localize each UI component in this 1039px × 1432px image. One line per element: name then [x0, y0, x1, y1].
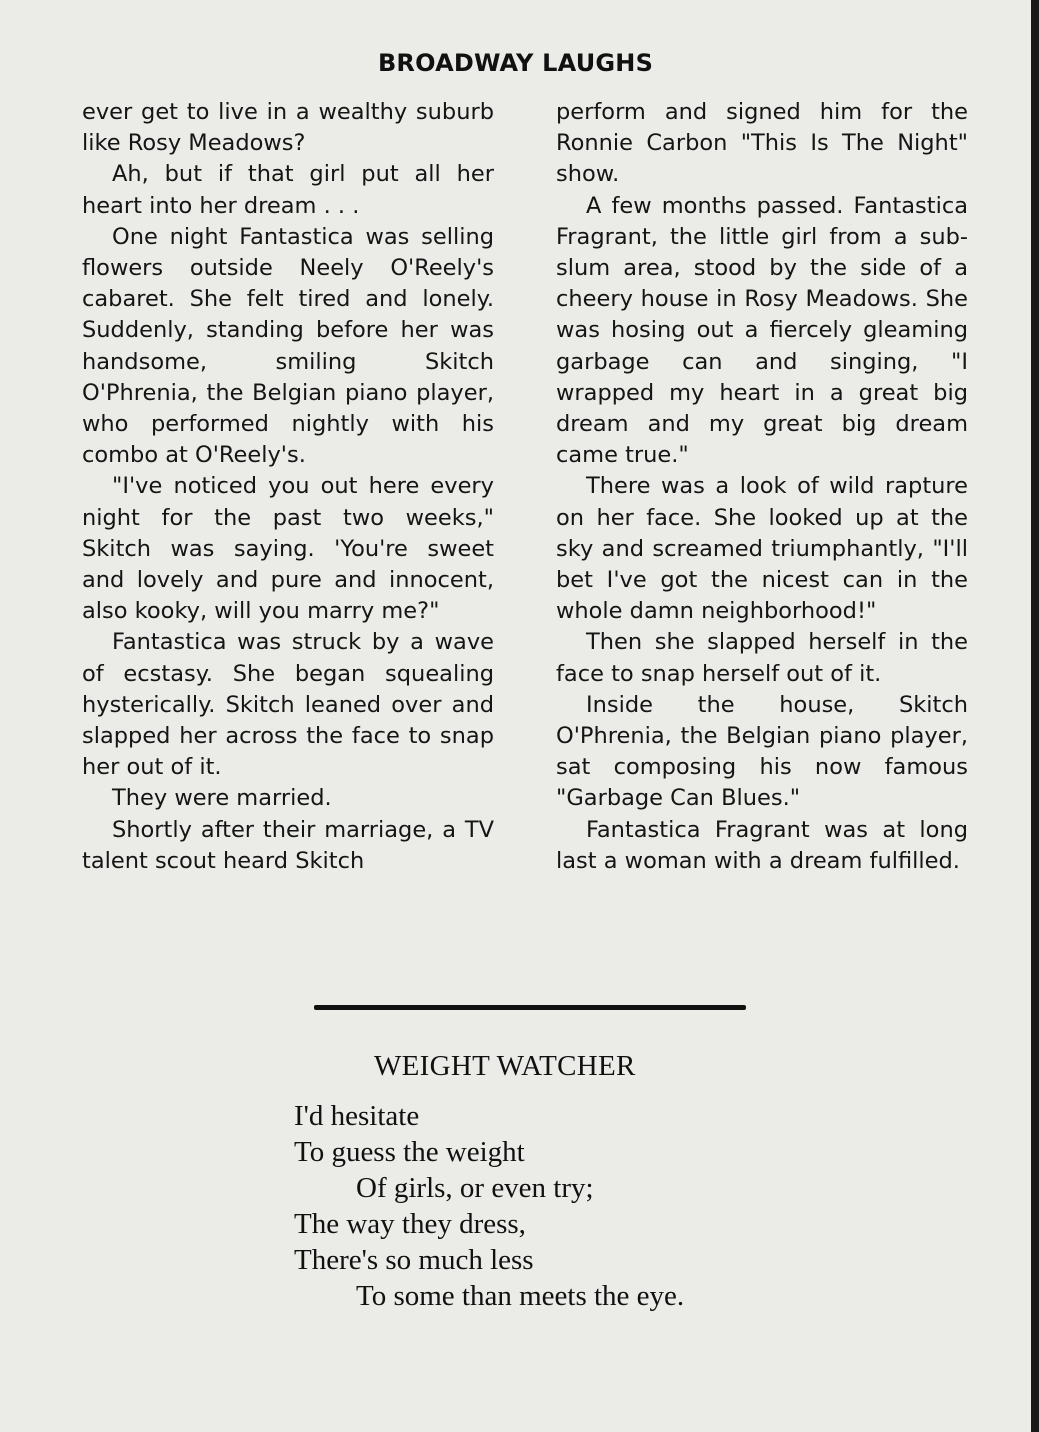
- story-paragraph: Then she slapped herself in the face to snap herself out of it.: [556, 629, 968, 687]
- poem-line: The way they dress,: [294, 1208, 526, 1240]
- story-paragraph: Ah, but if that girl put all her heart into her dream . . .: [82, 161, 494, 219]
- story-paragraph: A few months passed. Fantastica Fragrant, the little girl from a sub-slum area, stood by the side of a cheery house in Rosy Meadows. She was hosing out a fiercely gleaming garbage can and singing, "I wrapped my heart in a great big dream and my great big dream came true.": [556, 192, 968, 469]
- page-edge: [1031, 0, 1039, 1432]
- story-paragraph: One night Fantastica was selling flowers outside Neely O'Reely's cabaret. She felt tired and lonely. Suddenly, standing before her was handsome, smiling Skitch O'Phrenia, the Belgian piano player, who performed nightly with his combo at O'Reely's.: [82, 223, 494, 469]
- story-column-left: [82, 97, 494, 877]
- section-divider: [314, 1005, 746, 1010]
- story-paragraph: "I've noticed you out here every night for the past two weeks," Skitch was saying. 'You're sweet and lovely and pure and innocent, also kooky, will you marry me?": [82, 473, 494, 625]
- poem-line: To some than meets the eye.: [356, 1280, 685, 1312]
- story-paragraph: Shortly after their marriage, a TV talent scout heard Skitch: [82, 816, 494, 874]
- story-paragraph: ever get to live in a wealthy suburb like Rosy Meadows?: [82, 99, 494, 157]
- poem-line: I'd hesitate: [294, 1100, 420, 1132]
- poem: [294, 1098, 684, 1314]
- poem-line: Of girls, or even try;: [356, 1172, 594, 1204]
- story-column-right: [556, 97, 968, 877]
- page-header: BROADWAY LAUGHS: [377, 49, 654, 77]
- story-paragraph: Fantastica was struck by a wave of ecstasy. She began squealing hysterically. Skitch leaned over and slapped her across the face to snap her out of it.: [82, 629, 494, 781]
- poem-title: WEIGHT WATCHER: [374, 1050, 636, 1082]
- story-paragraph: perform and signed him for the Ronnie Carbon "This Is The Night" show.: [556, 99, 968, 188]
- story-paragraph: Inside the house, Skitch O'Phrenia, the Belgian piano player, sat composing his now famous "Garbage Can Blues.": [556, 691, 968, 812]
- story-paragraph: There was a look of wild rapture on her face. She looked up at the sky and screamed triumphantly, "I'll bet I've got the nicest can in the whole damn neighborhood!": [556, 473, 968, 625]
- story-paragraph: They were married.: [112, 785, 332, 812]
- story-paragraph: Fantastica Fragrant was at long last a woman with a dream fulfilled.: [556, 816, 968, 874]
- poem-line: To guess the weight: [294, 1136, 525, 1168]
- poem-line: There's so much less: [294, 1244, 534, 1276]
